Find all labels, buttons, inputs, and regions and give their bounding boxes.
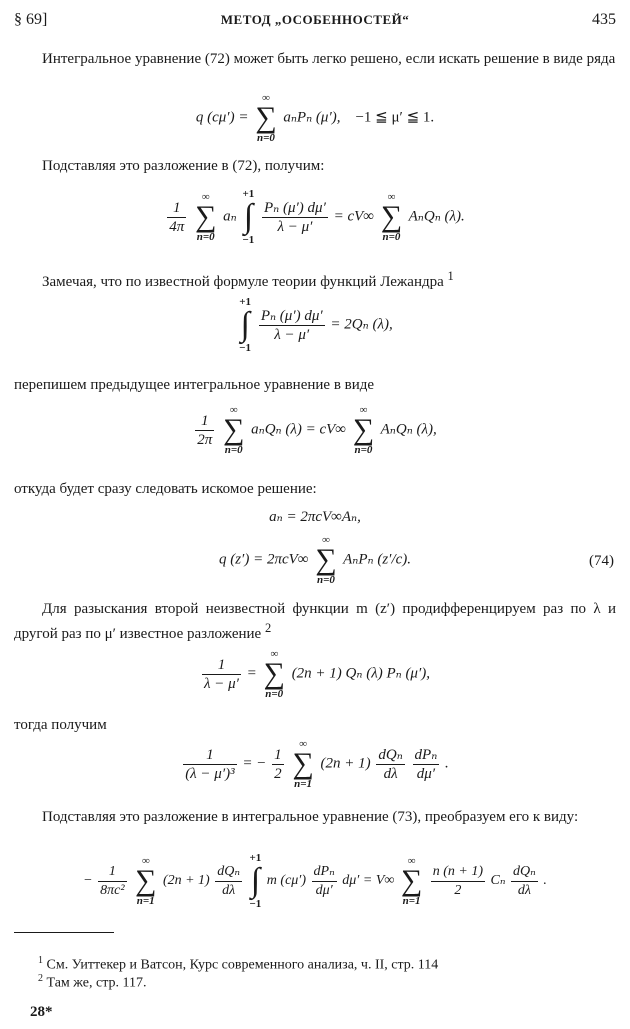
equation-8: $\frac{1}{\text{(λ − μ′)³}}$ = − $\frac{1}{2}$ ∞ ∑ n=1 (2n + 1) $\frac{\text{dQₙ}}{d\lambda}$ $\frac{\text{dPₙ}}{d\mu'}$ . — [185, 738, 449, 790]
equation-9: − $\frac{1}{\text{8πc²}}$ ∞ ∑ n=1 (2n + 1) $\frac{\text{dQₙ}}{d\lambda}$ +1 ∫ −1 m (cμ′) $\frac{\text{dPₙ}}{d\mu'}$ dμ′ = V∞ ∞ ∑ n=1 $\frac{n (n + 1)}{2}$ Cₙ $\frac{\text{dQₙ}}{d\lambda}$ . — [83, 852, 547, 910]
signature-mark: 28* — [30, 1004, 53, 1020]
equation-4: $\frac{1}{2\pi}$ ∞ ∑ n=0 aₙQₙ (λ) = cV∞ ∞ ∑ n=0 AₙQₙ (λ), — [197, 404, 437, 456]
equation-1: q (cμ′) = ∞ ∑ n=0 aₙPₙ (μ′), −1 ≦ μ′ ≦ 1. — [195, 92, 435, 144]
footnote-rule — [14, 932, 114, 933]
paragraph-5: откуда будет сразу следовать искомое решение: — [14, 481, 317, 497]
equation-number: (74) — [589, 553, 614, 569]
paragraph-7: тогда получим — [14, 717, 107, 733]
paragraph-4: перепишем предыдущее интегральное уравнение в виде — [14, 377, 375, 393]
running-title: МЕТОД „ОСОБЕННОСТЕЙ“ — [220, 12, 410, 27]
paragraph-6: Для разыскания второй неизвестной функции m (z′) продифференцируем раз по λ и другой раз по μ′ известное разложение $^2$ — [14, 601, 616, 642]
paragraph-1: Интегральное уравнение (72) может быть легко решено, если искать решение в виде ряда — [42, 51, 616, 67]
equation-7: $\frac{1}{\lambda - \mu'}$ = ∞ ∑ n=0 (2n + 1) Qₙ (λ) Pₙ (μ′), — [203, 648, 430, 700]
section-number: § 69] — [14, 11, 48, 28]
footnote-2: $^2$ Там же, стр. 117. — [38, 973, 147, 991]
equation-6: q (z′) = 2πcV∞ ∞ ∑ n=0 AₙPₙ (z′/c). (74) — [218, 534, 614, 586]
equation-5: aₙ = 2πcV∞Aₙ, — [269, 509, 361, 525]
paragraph-8: Подставляя это разложение в интегральное уравнение (73), преобразуем его к виду: — [42, 809, 579, 825]
footnote-1: $^1$ См. Уиттекер и Ватсон, Курс современного анализа, ч. II, стр. 114 — [38, 955, 439, 973]
page-header — [14, 10, 616, 32]
paragraph-3: Замечая, что по известной формуле теории функций Лежандра $^1$ — [42, 269, 454, 290]
page-number: 435 — [592, 11, 616, 28]
equation-3: +1 ∫ −1 $\frac{\text{Pₙ (μ′) dμ′}}{\lambda - \mu'}$ = 2Qₙ (λ), — [239, 296, 393, 354]
paragraph-2: Подставляя это разложение в (72), получим: — [42, 158, 325, 174]
equation-2: $\frac{1}{4\pi}$ ∞ ∑ n=0 aₙ +1 ∫ −1 $\frac{\text{Pₙ (μ′) dμ′}}{\lambda - \mu'}$ = cV∞ ∞ ∑ n=0 AₙQₙ (λ). — [169, 188, 465, 246]
